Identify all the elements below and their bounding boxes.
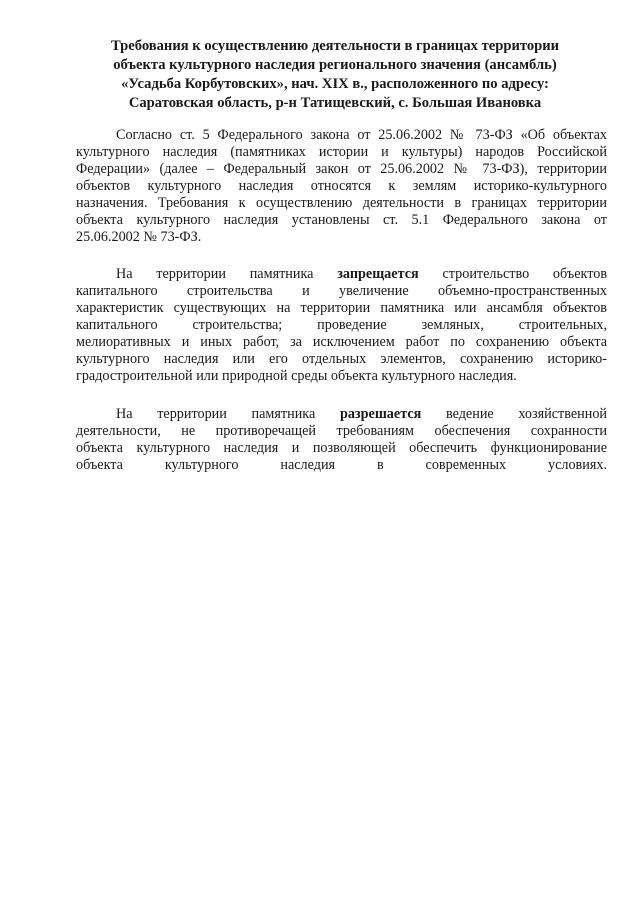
emphasis-prohibited: запрещается <box>337 266 419 282</box>
paragraph-text: ведение хозяйственной <box>445 406 608 422</box>
paragraph-prohibitions <box>76 266 607 385</box>
paragraph-text: На территории памятника <box>116 266 314 282</box>
paragraph-line: объектов культурного наследия относятся к землям историко-культурного <box>76 178 607 194</box>
paragraph-line <box>76 406 607 423</box>
paragraph-legal-basis <box>76 127 607 246</box>
document-title <box>80 37 590 113</box>
paragraph-line: 25.06.2002 № 73-ФЗ. <box>76 229 202 245</box>
paragraph-line: градостроительной или природной среды объекта культурного наследия. <box>76 368 517 384</box>
paragraph-line: характеристик существующих на территории памятника или ансамбля объектов <box>76 300 607 316</box>
title-line: Саратовская область, р-н Татищевский, с. Большая Ивановка <box>128 95 542 111</box>
paragraph-line: объекта культурного наследия установлены ст. 5.1 Федерального закона от <box>76 212 607 228</box>
paragraph-line <box>76 266 607 283</box>
paragraph-line: капитального строительства и увеличение объемно-пространственных <box>76 283 607 299</box>
paragraph-line: объекта культурного наследия и позволяющей обеспечить функционирование <box>76 440 607 456</box>
title-line: объекта культурного наследия регионального значения (ансамбль) <box>113 57 557 73</box>
paragraph-line: мелиоративных и иных работ, за исключением работ по сохранению объекта <box>76 334 607 350</box>
paragraph-line: культурного наследия или его отдельных элементов, сохранению историко- <box>76 351 607 367</box>
title-line: «Усадьба Корбутовских», нач. XIX в., расположенного по адресу: <box>121 76 549 92</box>
paragraph-line: назначения. Требования к осуществлению деятельности в границах территории <box>76 195 607 211</box>
paragraph-line: деятельности, не противоречащей требованиям обеспечения сохранности <box>76 423 607 439</box>
paragraph-permissions <box>76 406 607 474</box>
paragraph-line: культурного наследия (памятниках истории и культуры) народов Российской <box>76 144 607 160</box>
paragraph-line: объекта культурного наследия в современных условиях. <box>76 457 607 473</box>
emphasis-permitted: разрешается <box>339 406 422 422</box>
paragraph-line: Федерации» (далее – Федеральный закон от 25.06.2002 № 73-ФЗ), территории <box>76 161 607 177</box>
paragraph-text: строительство объектов <box>442 266 608 282</box>
paragraph-line: капитального строительства; проведение земляных, строительных, <box>76 317 607 333</box>
paragraph-line: Согласно ст. 5 Федерального закона от 25.06.2002 № 73-ФЗ «Об объектах <box>116 127 607 143</box>
title-line: Требования к осуществлению деятельности в границах территории <box>110 38 560 54</box>
paragraph-text: На территории памятника <box>116 406 316 422</box>
